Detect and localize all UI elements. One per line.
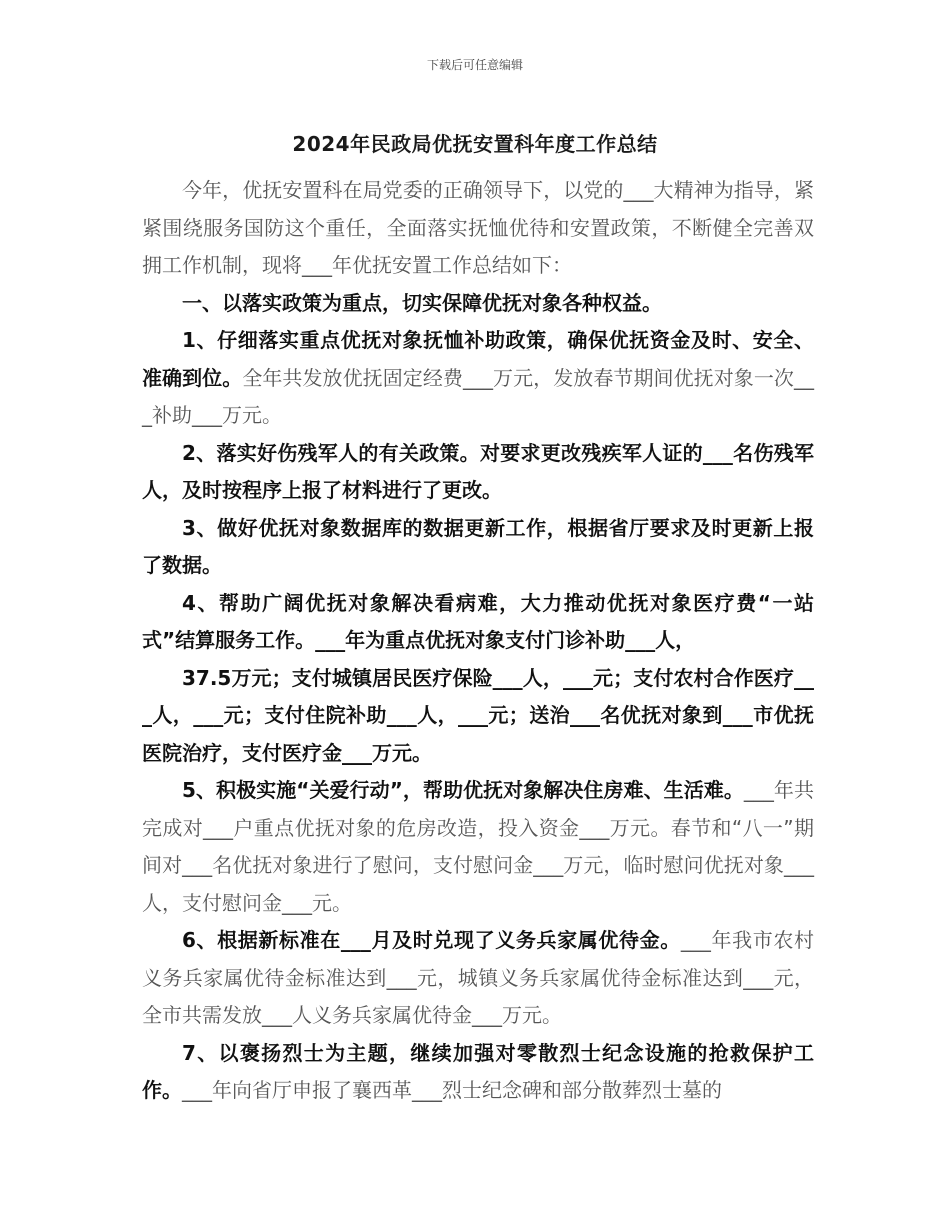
paragraph-text: ___年我市农村义务兵家属优待金标准达到___元，城镇义务兵家属优待金标准达到___元，全市共需发放___人义务兵家属优待金___万元。 [142, 928, 815, 1027]
section-heading-1 [142, 285, 814, 323]
paragraph-bold-text: 37.5万元；支付城镇居民医疗保险___人，___元；支付农村合作医疗___人，___元；支付住院补助___人，___元；送治___名优抚对象到___市优抚医院治疗，支付医疗金___万元。 [142, 665, 814, 765]
paragraph-bold-text: 5、积极实施“关爱行动”，帮助优抚对象解决住房难、生活难。 [182, 778, 744, 802]
paragraph-text: ___年向省厅申报了襄西革___烈士纪念碑和部分散葬烈士墓的 [182, 1078, 722, 1102]
item-paragraph-6 [142, 922, 814, 1035]
item-paragraph-5 [142, 772, 814, 922]
item-paragraph-1 [142, 322, 814, 435]
item-paragraph-4-continued [142, 660, 814, 773]
paragraph-bold-text: 6、根据新标准在___月及时兑现了义务兵家属优待金。 [182, 928, 681, 952]
paragraph-bold-text: 4、帮助广阔优抚对象解决看病难，大力推动优抚对象医疗费“一站式”结算服务工作。___年为重点优抚对象支付门诊补助___人， [142, 590, 814, 652]
item-paragraph-7 [142, 1035, 814, 1110]
page-header-note: 下载后可任意编辑 [426, 58, 523, 72]
paragraph-text: 今年，优抚安置科在局党委的正确领导下，以党的___大精神为指导，紧紧围绕服务国防这个重任，全面落实抚恤优待和安置政策，不断健全完善双拥工作机制，现将___年优抚安置工作总结如下： [142, 178, 814, 277]
paragraph-bold-text: 3、做好优抚对象数据库的数据更新工作，根据省厅要求及时更新上报了数据。 [142, 515, 814, 577]
paragraph-text: ___年共完成对___户重点优抚对象的危房改造，投入资金___万元。春节和“八一”期间对___名优抚对象进行了慰问，支付慰问金___万元，临时慰问优抚对象___人，支付慰问金___元。 [142, 778, 814, 915]
paragraph-bold-text: 7、以褒扬烈士为主题，继续加强对零散烈士纪念设施的抢救保护工作。 [142, 1040, 814, 1102]
item-paragraph-2 [142, 435, 814, 510]
document-title: 2024年民政局优抚安置科年度工作总结 [292, 132, 658, 156]
item-paragraph-3 [142, 510, 814, 585]
document-body [142, 172, 814, 1110]
item-paragraph-4 [142, 585, 814, 660]
paragraph-bold-text: 1、仔细落实重点优抚对象抚恤补助政策，确保优抚资金及时、安全、准确到位。 [142, 328, 814, 390]
paragraph-bold-text: 一、以落实政策为重点，切实保障优抚对象各种权益。 [182, 290, 662, 315]
intro-paragraph [142, 172, 814, 285]
paragraph-text: 全年共发放优抚固定经费___万元，发放春节期间优抚对象一次___补助___万元。 [142, 365, 814, 427]
paragraph-bold-text: 2、落实好伤残军人的有关政策。对要求更改残疾军人证的___名伤残军人，及时按程序上报了材料进行了更改。 [142, 440, 814, 502]
